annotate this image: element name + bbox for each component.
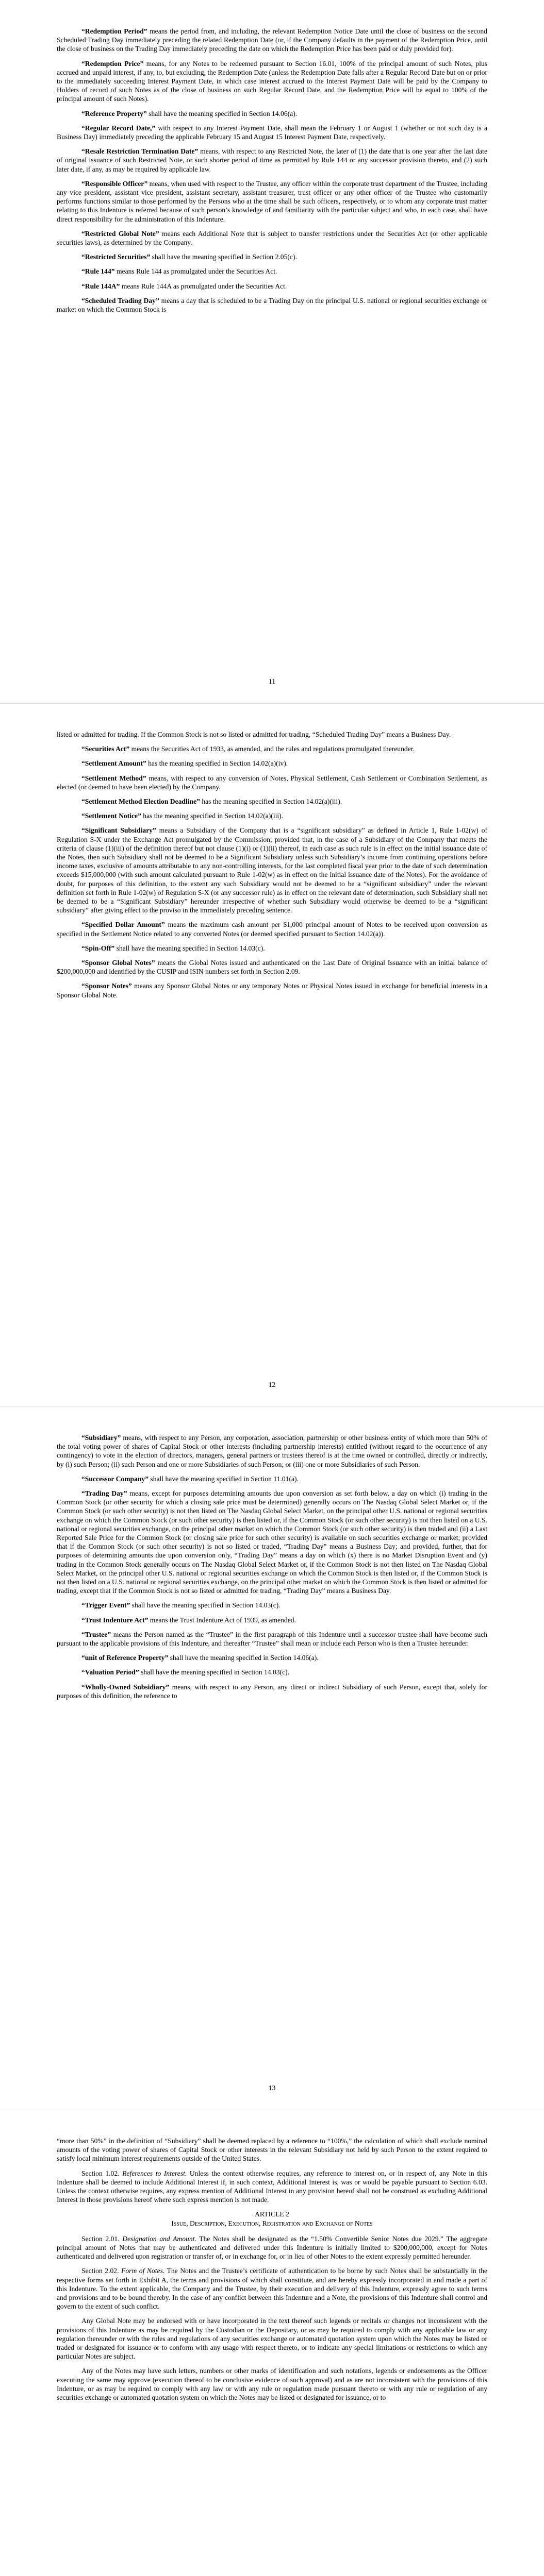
global-note-paragraph: Any Global Note may be endorsed with or have incorporated in the text thereof such legends or recitals or changes not inconsistent with the provisions of this Indenture as may be required by the Custodian or the Depositary, or as may be required to comply with any applicable law or any regulation thereunder or with the rules and regulations of any securities exchange or automated quotation system upon which the Notes may be listed or traded or designated for issuance or to conform with any usage with respect thereto, or to indicate any special limitations or restrictions to which any particular Notes are subject. [57, 2317, 487, 2361]
defined-term: “Settlement Amount” [81, 759, 146, 768]
definition-text: shall have the meaning specified in Section 14.03(c). [114, 944, 265, 952]
definition-text: means, with respect to any Person, any direct or indirect Subsidiary of such Person, except that, solely for purposes of this definition, the reference to [57, 1683, 487, 1700]
defined-term: “Specified Dollar Amount” [81, 921, 165, 929]
defined-term: “Settlement Notice” [81, 812, 141, 820]
defined-term: “Scheduled Trading Day” [81, 296, 159, 304]
page-number: 12 [268, 1380, 276, 1388]
definition-paragraph [57, 147, 487, 174]
definition-paragraph [57, 1668, 487, 1676]
section-text: Unless the context otherwise requires, any reference to interest on, or in respect of, any Note in this Indenture shall be deemed to include Additional Interest if, in such context, Additional Interest is, was or would be payable pursuant to Section 6.03. Unless the context otherwise requires, any express mention of Additional Interest in any provision hereof shall not be construed as excluding Additional Interest in those provisions hereof where such express mention is not made. [57, 2169, 487, 2204]
section-1-02 [57, 2169, 487, 2205]
definition-text: means any Sponsor Global Notes or any temporary Notes or Physical Notes issued in exchange for beneficial interests in a Sponsor Global Note. [57, 982, 487, 999]
page-body [57, 1433, 487, 1700]
definition-paragraph [57, 944, 487, 953]
definition-text: shall have the meaning specified in Section 14.06(a). [168, 1654, 319, 1662]
page-divider [0, 1406, 544, 1407]
continuation-text: “more than 50%” in the definition of “Subsidiary” shall be deemed replaced by a reference to “100%,” the calculation of which shall exclude nominal amounts of the voting power of shares of Capital Stock or other interests in the relevant Subsidiary not held by such Person to the extent required to satisfy local minimum interest requirements outside of the United States. [57, 2137, 487, 2163]
defined-term: “Trustee” [81, 1630, 111, 1638]
page-divider [0, 703, 544, 704]
definition-paragraph [57, 744, 487, 753]
defined-term: “Trading Day” [81, 1489, 127, 1498]
definition-text: shall have the meaning specified in Section 14.06(a). [146, 109, 298, 117]
definition-text: with respect to any Interest Payment Date, shall mean the February 1 or August 1 (whether or not such day is a Business Day) immediately preceding the applicable February 15 and August 15 Interest Payment Date, respectively. [57, 124, 487, 141]
definition-paragraph [57, 59, 487, 104]
page-body [57, 27, 487, 314]
definition-text: means, with respect to any Person, any corporation, association, partnership or other business entity of which more than 50% of the total voting power of shares of Capital Stock or other interests (including partnership interests) entitled (without regard to the occurrence of any contingency) to vote in the election of directors, managers, general partners or trustees thereof is at the time owned or controlled, directly or indirectly, by (i) such Person; (ii) such Person and one or more Subsidiaries of such Person; or (iii) one or more Subsidiaries of such Person. [57, 1434, 487, 1468]
section-number: Section 2.01. [81, 2234, 120, 2243]
continuation-paragraph [57, 730, 487, 739]
definition-text: means each Additional Note that is subject to transfer restrictions under the Securities Act (or other applicable securities laws), as determined by the Company. [57, 229, 487, 247]
defined-term: “Restricted Securities” [81, 253, 151, 261]
definition-text: means Rule 144A as promulgated under the Securities Act. [120, 282, 287, 290]
definition-text: means, with respect to any Restricted Note, the later of (1) the date that is one year after the last date of original issuance of such Restricted Note, or such shorter period of time as permitted by Rule 144 or any successor provision thereto, and (2) such later date, if any, as may be required by applicable law. [57, 147, 487, 173]
document-page-11 [0, 0, 544, 703]
definition-paragraph [57, 1630, 487, 1648]
defined-term: “Resale Restriction Termination Date” [81, 147, 199, 156]
definition-paragraph [57, 1489, 487, 1595]
section-text: The Notes shall be designated as the “1.50% Convertible Senior Notes due 2029.” The aggregate principal amount of Notes that may be authenticated and delivered under this Indenture is initially limited to $200,000,000, except for Notes authenticated and delivered upon registration or transfer of, or in exchange for, or in lieu of other Notes to the extent expressly permitted hereunder. [57, 2234, 487, 2261]
defined-term: “unit of Reference Property” [81, 1654, 169, 1662]
definition-paragraph [57, 124, 487, 141]
section-title: Form of Notes. [121, 2267, 165, 2275]
definition-text: shall have the meaning specified in Section 14.03(c). [130, 1601, 281, 1609]
definition-text: shall have the meaning specified in Section 2.05(c). [150, 253, 297, 261]
definition-paragraph [57, 981, 487, 999]
defined-term: “Sponsor Global Notes” [81, 959, 155, 967]
section-2-01 [57, 2234, 487, 2261]
definition-paragraph [57, 1601, 487, 1609]
definition-paragraph [57, 811, 487, 820]
definition-text: means, with respect to any conversion of Notes, Physical Settlement, Cash Settlement or Combination Settlement, as elected (or deemed to have been elected) by the Company. [57, 774, 488, 791]
definition-text: means the Person named as the “Trustee” in the first paragraph of this Indenture until a successor trustee shall have become such pursuant to the applicable provisions of this Indenture, and thereafter “Trustee” shall mean or include each Person who is then a Trustee hereunder. [57, 1630, 487, 1648]
continuation-text: listed or admitted for trading. If the Common Stock is not so listed or admitted for trading, “Scheduled Trading Day” means a Business Day. [57, 731, 451, 738]
definition-text: means a Subsidiary of the Company that is a “significant subsidiary” as defined in Article 1, Rule 1-02(w) of Regulation S-X under the Exchange Act promulgated by the Commission; provided that, in the case of a Subsidiary of the Company that meets the criteria of clause (1)(iii) of the definition thereof but not clause (1)(i) or (1)(ii) thereof, in each case as such rule is in effect on the initial issuance date of the Notes, then such Subsidiary shall not be deemed to be a Significant Subsidiary unless such Subsidiary’s income from continuing operations before income taxes, exclusive of amounts attributable to any non-controlling interests, for the last completed fiscal year prior to the date of such determination exceeds $15,000,000 (with such amount calculated pursuant to Rule 1-02(w) as in effect on the initial issuance date of the Notes). For the avoidance of doubt, for purposes of this definition, to the extent any such Subsidiary would not be deemed to be a “significant subsidiary” under the relevant definition set forth in Rule 1-02(w) of Regulation S-X (or any successor rule) as in effect on the relevant date of determination, such Subsidiary shall not be deemed to be a “Significant Subsidiary” hereunder irrespective of whether such Subsidiary would otherwise be deemed to be a “significant subsidiary” after giving effect to the proviso in the immediately preceding sentence. [57, 826, 487, 914]
definition-paragraph [57, 1653, 487, 1662]
page-body [57, 744, 487, 999]
document-page-14 [0, 2110, 544, 2576]
definition-paragraph [57, 252, 487, 261]
defined-term: “Significant Subsidiary” [81, 826, 156, 835]
definition-text: means Rule 144 as promulgated under the Securities Act. [114, 267, 277, 276]
definition-text: has the meaning specified in Section 14.02(a)(iv). [146, 759, 288, 768]
definition-paragraph [57, 774, 487, 791]
definition-paragraph [57, 1433, 487, 1469]
defined-term: “Successor Company” [81, 1475, 149, 1483]
definition-text: means the maximum cash amount per $1,000 principal amount of Notes to be received upon conversion as specified in the Settlement Notice related to any converted Notes (or deemed specified pursuant to Section 14.02(a)). [57, 921, 488, 938]
definition-paragraph [57, 1683, 487, 1700]
defined-term: “Trigger Event” [81, 1601, 130, 1609]
section-number: Section 1.02. [81, 2169, 120, 2177]
defined-term: “Valuation Period” [81, 1668, 139, 1676]
definition-text: means, for any Notes to be redeemed pursuant to Section 16.01, 100% of the principal amount of such Notes, plus accrued and unpaid interest, if any, to, but excluding, the Redemption Date (unless the Redemption Date falls after a Regular Record Date but on or prior to the immediately succeeding Interest Payment Date, in which case interest accrued to the Interest Payment Date will be paid by the Company to Holders of record of such Notes as of the close of business on such Regular Record Date, and the Redemption Price will be equal to 100% of the principal amount of such Notes). [57, 59, 487, 103]
defined-term: “Settlement Method Election Deadline” [81, 798, 200, 806]
defined-term: “Rule 144” [81, 267, 115, 276]
definition-paragraph [57, 282, 487, 291]
article-heading [57, 2210, 487, 2227]
section-title: Designation and Amount. [122, 2234, 196, 2243]
article-title: Issue, Description, Execution, Registration and Exchange of Notes [171, 2219, 373, 2227]
definition-text: means, when used with respect to the Trustee, any officer within the corporate trust department of the Trustee, including any vice president, assistant vice president, assistant secretary, assistant treasurer, trust officer or any other officer of the Trustee who customarily performs functions similar to those performed by the Persons who at the time shall be such officers, respectively, or to whom any corporate trust matter relating to this Indenture is referred because of such person’s knowledge of and familiarity with the particular subject and who, in each case, shall have direct responsibility for the administration of this Indenture. [57, 179, 488, 223]
defined-term: “Regular Record Date,” [81, 124, 156, 132]
definition-text: means a day that is scheduled to be a Trading Day on the principal U.S. national or regional securities exchange or market on which the Common Stock is [57, 296, 487, 314]
definition-paragraph [57, 920, 487, 938]
definition-paragraph [57, 27, 487, 54]
defined-term: “Redemption Period” [81, 27, 147, 35]
page-number: 13 [268, 2083, 276, 2092]
defined-term: “Rule 144A” [81, 282, 120, 290]
definition-paragraph [57, 296, 487, 314]
defined-term: “Redemption Price” [81, 59, 144, 67]
definition-paragraph [57, 229, 487, 247]
document-page-13 [0, 1406, 544, 2110]
section-title: References to Interest. [122, 2169, 187, 2177]
definition-text: means, except for purposes determining amounts due upon conversion as set forth below, a day on which (i) trading in the Common Stock (or other security for which a closing sale price must be determined) generally occurs on The Nasdaq Global Select Market or, if the Common Stock (or such other security) is not then listed on The Nasdaq Global Select Market, on the principal other U.S. national or regional securities exchange on which the Common Stock (or such other security) is then listed or, if the Common Stock (or such other security) is not then listed on a U.S. national or regional securities exchange, on the principal other market on which the Common Stock (or such other security) is then traded and (ii) a Last Reported Sale Price for the Common Stock (or closing sale price for such other security) is available on such securities exchange or market; provided that if the Common Stock (or such other security) is not so listed or traded, “Trading Day” means a Business Day; and provided, further, that for purposes of determining amounts due upon conversion only, “Trading Day” means a day on which (x) there is no Market Disruption Event and (y) trading in the Common Stock generally occurs on The Nasdaq Global Select Market or, if the Common Stock is not then listed on The Nasdaq Global Select Market, on the principal other U.S. national or regional securities exchange on which the Common Stock is then listed or, if the Common Stock is not then listed on a U.S. national or regional securities exchange, on the principal other market on which the Common Stock is then listed or admitted for trading, except that if the Common Stock is not so listed or admitted for trading, “Trading Day” means a Business Day. [57, 1489, 487, 1595]
section-number: Section 2.02. [81, 2267, 119, 2275]
defined-term: “Settlement Method” [81, 774, 146, 782]
definition-text: means the Global Notes issued and authenticated on the Last Date of Original Issuance with an initial balance of $200,000,000 and identified by the CUSIP and ISIN numbers set forth in Section 2.09. [57, 959, 487, 976]
definition-text: means the Securities Act of 1933, as amended, and the rules and regulations promulgated thereunder. [129, 745, 415, 753]
defined-term: “Subsidiary” [81, 1434, 121, 1442]
defined-term: “Restricted Global Note” [81, 229, 159, 238]
definition-paragraph [57, 109, 487, 118]
definition-text: means the period from, and including, the relevant Redemption Notice Date until the close of business on the second Scheduled Trading Day immediately preceding the related Redemption Date (or, if the Company defaults in the payment of the Redemption Price, until the close of business on the Trading Day immediately preceding the date on which the Redemption Price has been paid or duly provided for). [57, 27, 487, 53]
definition-text: has the meaning specified in Section 14.02(a)(iii). [200, 798, 342, 806]
defined-term: “Securities Act” [81, 745, 130, 753]
definition-text: shall have the meaning specified in Section 11.01(a). [149, 1475, 299, 1483]
definition-text: shall have the meaning specified in Section 14.03(c). [139, 1668, 290, 1676]
definition-text: has the meaning specified in Section 14.02(a)(iii). [141, 812, 284, 820]
definition-paragraph [57, 826, 487, 914]
notes-identification-paragraph: Any of the Notes may have such letters, numbers or other marks of identification and such notations, legends or endorsements as the Officer executing the same may approve (execution thereof to be conclusive evidence of such approval) and as are not inconsistent with the provisions of this Indenture, or as may be required to comply with any law or with any rule or regulation made pursuant thereto or with any rule or regulation of any securities exchange or automated quotation system on which the Notes may be listed or designated for issuance, or to [57, 2367, 487, 2402]
definition-paragraph [57, 759, 487, 768]
definition-paragraph [57, 797, 487, 806]
definition-paragraph [57, 1475, 487, 1483]
defined-term: “Trust Indenture Act” [81, 1616, 149, 1624]
defined-term: “Wholly-Owned Subsidiary” [81, 1683, 170, 1691]
definition-text: means the Trust Indenture Act of 1939, as amended. [148, 1616, 296, 1624]
definition-paragraph [57, 1616, 487, 1624]
page-number: 11 [268, 677, 276, 685]
defined-term: “Responsible Officer” [81, 179, 148, 188]
defined-term: “Spin-Off” [81, 944, 115, 952]
document-page-12 [0, 703, 544, 1406]
definition-paragraph [57, 267, 487, 276]
article-number: ARTICLE 2 [255, 2210, 289, 2218]
definition-paragraph [57, 958, 487, 976]
definition-paragraph [57, 179, 487, 224]
section-text: The Notes and the Trustee’s certificate of authentication to be borne by such Notes shall be substantially in the respective forms set forth in Exhibit A, the terms and provisions of which shall constitute, and are hereby expressly incorporated in and made a part of this Indenture. To the extent applicable, the Company and the Trustee, by their execution and delivery of this Indenture, expressly agree to such terms and provisions and to be bound thereby. In the case of any conflict between this Indenture and a Note, the provisions of this Indenture shall control and govern to the extent of such conflict. [57, 2267, 487, 2311]
defined-term: “Sponsor Notes” [81, 982, 132, 990]
section-2-02 [57, 2266, 487, 2311]
continuation-paragraph [57, 2137, 487, 2163]
defined-term: “Reference Property” [81, 109, 147, 117]
